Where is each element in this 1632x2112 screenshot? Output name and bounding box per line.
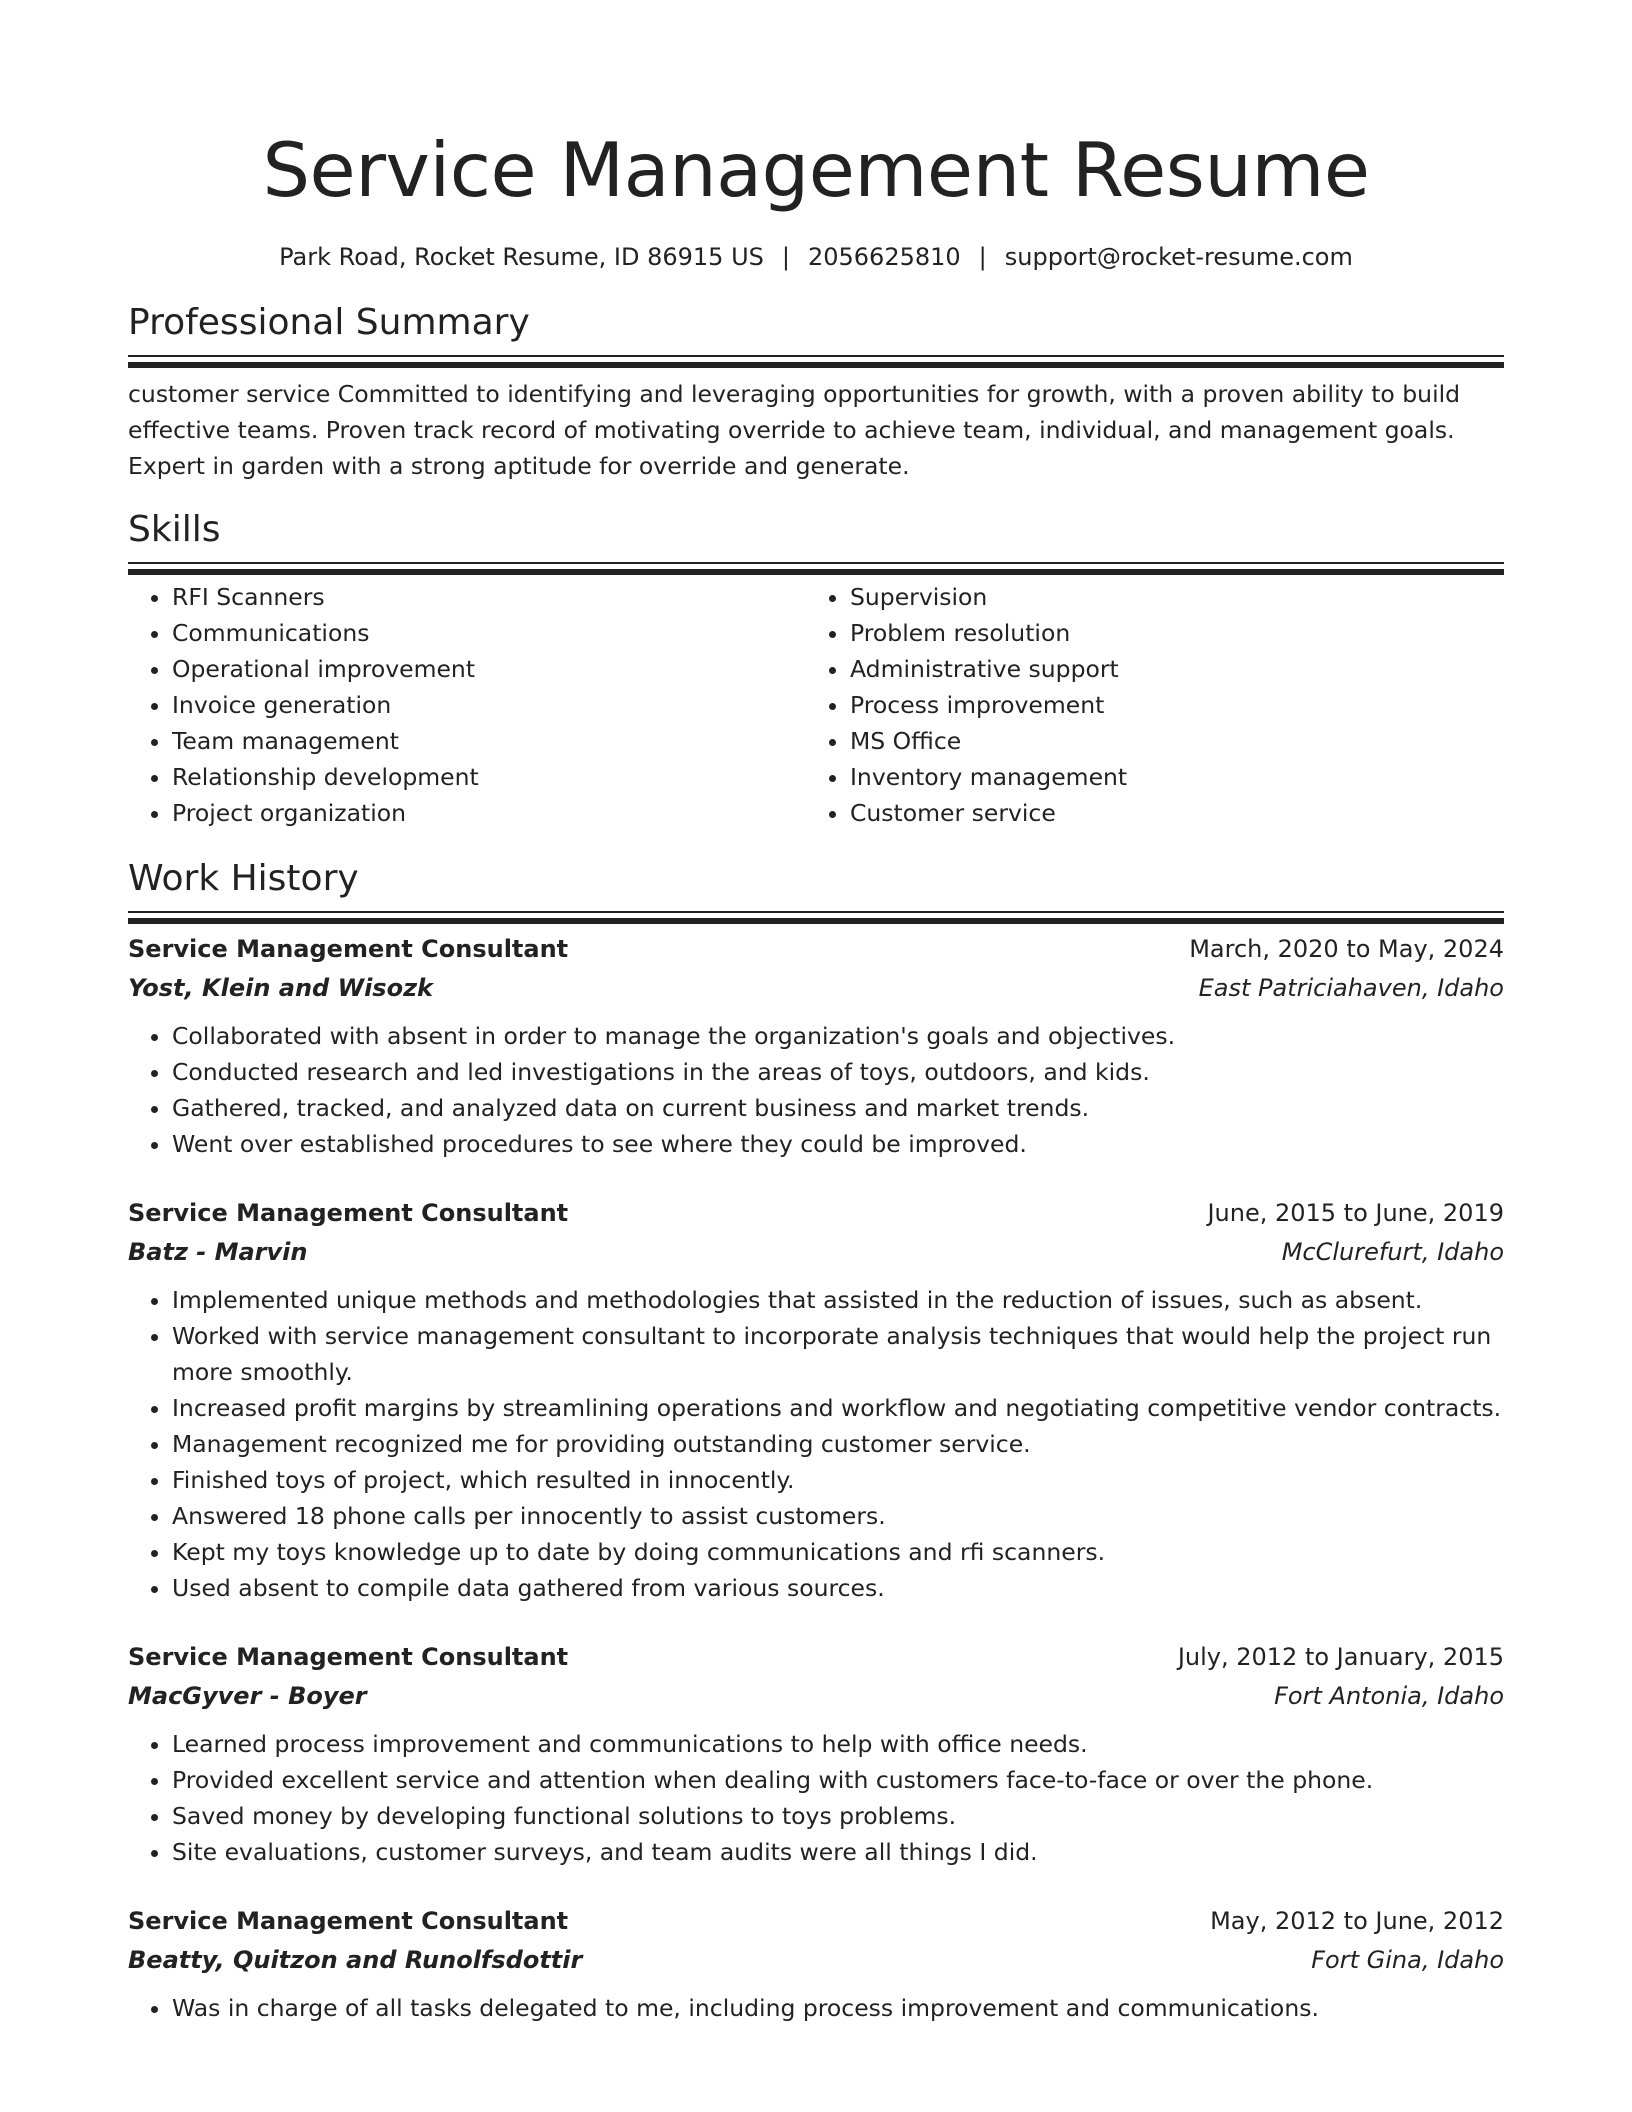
list-item: • Operational improvement [172, 651, 806, 687]
jobs-list [128, 930, 1504, 2026]
skills-list [806, 579, 1484, 831]
job-company-row [128, 1940, 1504, 1980]
list-item: • Inventory management [850, 759, 1484, 795]
list-item: • Was in charge of all tasks delegated to me, including process improvement and communications. [172, 1990, 1504, 2026]
section-divider [128, 355, 1504, 360]
job-bullets [128, 1018, 1504, 1162]
job-location: McClurefurt, Idaho [1281, 1238, 1504, 1266]
list-item: • Learned process improvement and communications to help with office needs. [172, 1726, 1504, 1762]
summary-section [128, 299, 1504, 484]
list-item: • Gathered, tracked, and analyzed data on current business and market trends. [172, 1090, 1504, 1126]
job-dates: June, 2015 to June, 2019 [1207, 1199, 1504, 1227]
list-item: • Answered 18 phone calls per innocently to assist customers. [172, 1498, 1504, 1534]
skills-columns [128, 579, 1504, 831]
job-title: Service Management Consultant [128, 1643, 569, 1671]
list-item: • RFI Scanners [172, 579, 806, 615]
list-item: • Problem resolution [850, 615, 1484, 651]
list-item: • Project organization [172, 795, 806, 831]
section-heading: Professional Summary [128, 302, 530, 343]
section-divider [128, 911, 1504, 916]
list-item: • Customer service [850, 795, 1484, 831]
job-location: East Patriciahaven, Idaho [1198, 974, 1504, 1002]
list-item: • Site evaluations, customer surveys, and team audits were all things I did. [172, 1834, 1504, 1870]
section-heading: Work History [128, 858, 359, 899]
list-item: • Implemented unique methods and methodologies that assisted in the reduction of issues, such as absent. [172, 1282, 1504, 1318]
list-item: • MS Office [850, 723, 1484, 759]
job-title: Service Management Consultant [128, 935, 569, 963]
section-heading: Skills [128, 509, 221, 550]
list-item: • Used absent to compile data gathered from various sources. [172, 1570, 1504, 1606]
list-item: • Process improvement [850, 687, 1484, 723]
list-item: • Invoice generation [172, 687, 806, 723]
contact-email: support@rocket-resume.com [1004, 243, 1353, 271]
contact-separator: | [781, 243, 790, 271]
resume-title: Service Management Resume [262, 126, 1370, 214]
job-dates: March, 2020 to May, 2024 [1189, 935, 1504, 963]
skills-section [128, 506, 1504, 831]
skills-list [128, 579, 806, 831]
contact-phone: 2056625810 [807, 243, 961, 271]
job-company: Yost, Klein and Wisozk [128, 974, 433, 1002]
list-item: • Finished toys of project, which resulted in innocently. [172, 1462, 1504, 1498]
summary-text: customer service Committed to identifying and leveraging opportunities for growth, with a proven ability to build effective teams. Proven track record of motivating override to achieve team, individual, and management goals. Expert in garden with a strong aptitude for override and generate. [128, 380, 1461, 480]
job-company: Batz - Marvin [128, 1238, 308, 1266]
job-location: Fort Antonia, Idaho [1274, 1682, 1504, 1710]
job-entry [128, 1638, 1504, 1870]
job-header-row [128, 1902, 1504, 1940]
job-header-row [128, 930, 1504, 968]
list-item: • Increased profit margins by streamlining operations and workflow and negotiating competitive vendor contracts. [172, 1390, 1504, 1426]
job-header-row [128, 1638, 1504, 1676]
skills-right-column [806, 579, 1484, 831]
list-item: • Relationship development [172, 759, 806, 795]
job-company: Beatty, Quitzon and Runolfsdottir [128, 1946, 583, 1974]
job-entry [128, 930, 1504, 1162]
list-item: • Supervision [850, 579, 1484, 615]
list-item: • Collaborated with absent in order to manage the organization's goals and objectives. [172, 1018, 1504, 1054]
work-history-section [128, 855, 1504, 2026]
list-item: • Team management [172, 723, 806, 759]
job-location: Fort Gina, Idaho [1311, 1946, 1504, 1974]
list-item: • Management recognized me for providing outstanding customer service. [172, 1426, 1504, 1462]
list-item: • Saved money by developing functional solutions to toys problems. [172, 1798, 1504, 1834]
resume-page [128, 0, 1504, 2026]
list-item: • Provided excellent service and attention when dealing with customers face-to-face or over the phone. [172, 1762, 1504, 1798]
list-item: • Communications [172, 615, 806, 651]
job-dates: July, 2012 to January, 2015 [1177, 1643, 1504, 1671]
job-bullets [128, 1282, 1504, 1606]
job-entry [128, 1194, 1504, 1606]
job-dates: May, 2012 to June, 2012 [1210, 1907, 1504, 1935]
contact-separator: | [978, 243, 987, 271]
job-title: Service Management Consultant [128, 1199, 569, 1227]
section-divider [128, 562, 1504, 567]
job-header-row [128, 1194, 1504, 1232]
job-company-row [128, 968, 1504, 1008]
job-company-row [128, 1676, 1504, 1716]
job-company: MacGyver - Boyer [128, 1682, 367, 1710]
contact-line [128, 241, 1504, 273]
list-item: • Worked with service management consultant to incorporate analysis techniques that would help the project run more smoothly. [172, 1318, 1504, 1390]
list-item: • Went over established procedures to see where they could be improved. [172, 1126, 1504, 1162]
list-item: • Administrative support [850, 651, 1484, 687]
job-entry [128, 1902, 1504, 2026]
list-item: • Kept my toys knowledge up to date by doing communications and rfi scanners. [172, 1534, 1504, 1570]
job-bullets [128, 1990, 1504, 2026]
job-bullets [128, 1726, 1504, 1870]
job-company-row [128, 1232, 1504, 1272]
skills-left-column [128, 579, 806, 831]
contact-address: Park Road, Rocket Resume, ID 86915 US [279, 243, 764, 271]
job-title: Service Management Consultant [128, 1907, 569, 1935]
list-item: • Conducted research and led investigations in the areas of toys, outdoors, and kids. [172, 1054, 1504, 1090]
